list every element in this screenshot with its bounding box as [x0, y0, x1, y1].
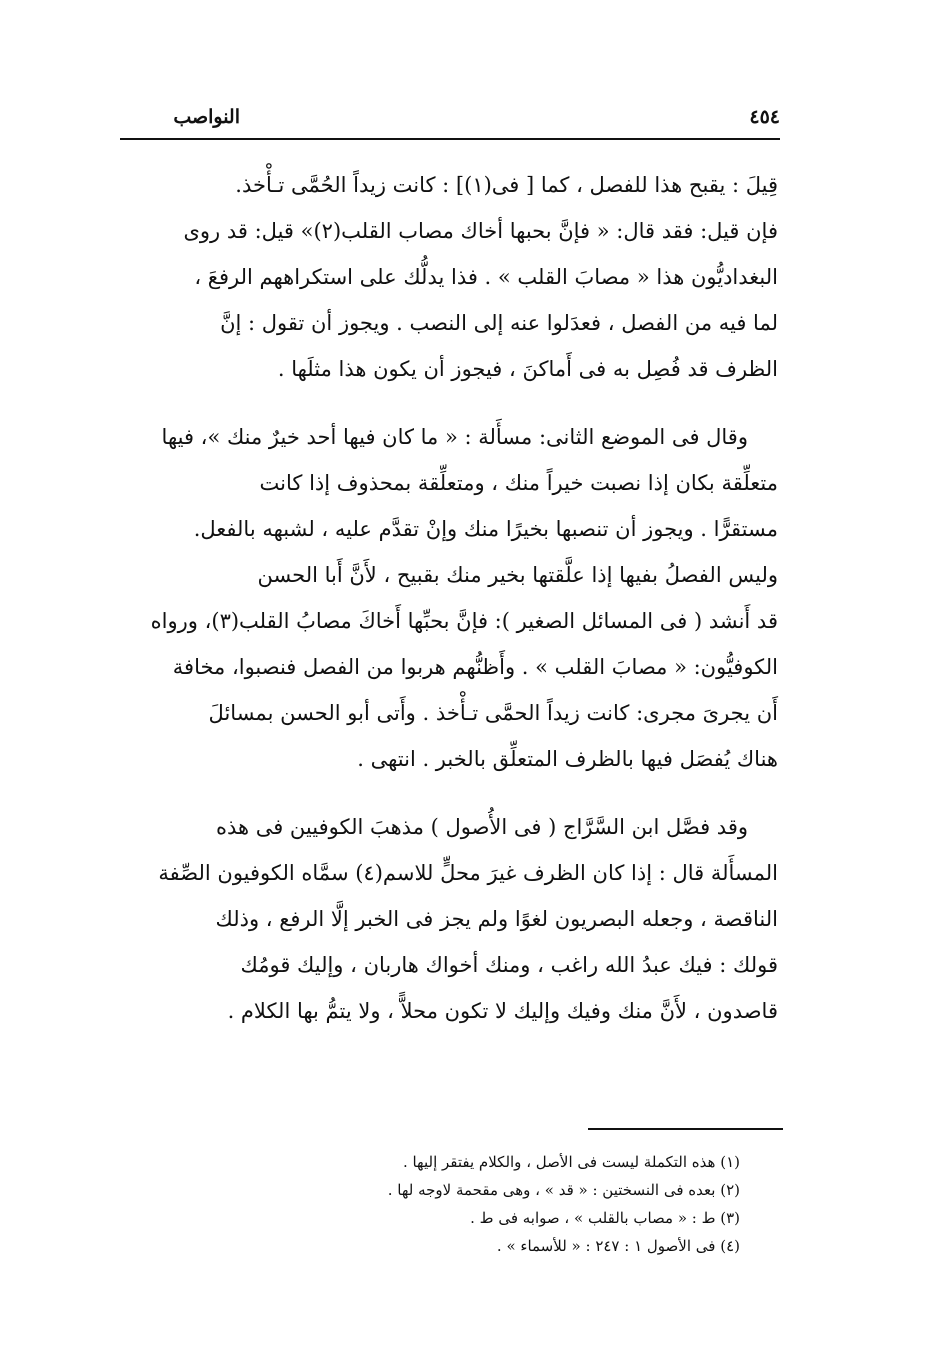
main-text — [128, 162, 778, 1034]
text-line: وليس الفصلُ بفيها إذا علَّقتها بخير منك بقبيح ، لأَنَّ أَبا الحسن — [257, 563, 778, 587]
text-line: أَن يجرىَ مجرى: كانت زيداً الحمَّى تـأْخذ . وأَتى أبو الحسن بمسائلَ — [208, 701, 778, 725]
footnote-1: (١) هذه التكملة ليست فى الأصل ، والكلام يفتقر إليها . — [402, 1153, 740, 1171]
text-line: قد أَنشد ( فى المسائل الصغير ): فإنَّ بحبِّها أَخاكَ مصابُ القلب(٣)، ورواه — [150, 609, 778, 633]
footnote-rule — [588, 1128, 783, 1130]
page-header — [120, 102, 780, 136]
text-line: الكوفيُّون: « مصابَ القلب » . وأَظنُّهم هربوا من الفصل فنصبوا، مخافة — [172, 655, 778, 679]
page-number: ٤٥٤ — [749, 106, 780, 128]
text-line: البغداديُّون هذا « مصابَ القلب » . فذا يدلُّك على استكراههم الرفعَ ، — [194, 265, 778, 289]
footnotes — [300, 1148, 740, 1260]
text-line: هناك يُفصَل فيها بالظرف المتعلِّق بالخبر . انتهى . — [357, 747, 778, 771]
text-line: فإن قيل: فقد قال: « فإنَّ بحبها أخاك مصاب القلب(٢)» قيل: قد روى — [183, 219, 778, 243]
text-line: متعلِّقة بكان إذا نصبت خيراً منك ، ومتعلِّقة بمحذوف إذا كانت — [259, 471, 778, 495]
text-line: قولك : فيك عبدُ الله راغب ، ومنك أخواك هاربان ، وإليك قومُك — [240, 953, 778, 977]
paragraph-spacer — [128, 782, 778, 804]
text-line: قِيلَ : يقبح هذا للفصل ، كما [ فى(١)] : كانت زيداً الحُمَّى تـأْخذ. — [235, 173, 778, 197]
text-line: مستقرًّا . ويجوز أن تنصبها بخيرًا منك وإنْ تقدَّم عليه ، لشبهه بالفعل. — [193, 517, 778, 541]
paragraph-2 — [128, 414, 778, 782]
footnote-4: (٤) فى الأصول ١ : ٢٤٧ : « للأسماء » . — [496, 1237, 740, 1255]
paragraph-3 — [128, 804, 778, 1034]
text-line: لما فيه من الفصل ، فعدَلوا عنه إلى النصب . ويجوز أن تقول : إنَّ — [220, 311, 778, 335]
running-title: النواصب — [173, 106, 240, 128]
text-line: وقد فصَّل ابن السَّرَّاج ( فى الأُصول ) مذهبَ الكوفيين فى هذه — [215, 815, 748, 839]
text-line: الظرف قد فُصِل به فى أَماكنَ ، فيجوز أن يكون هذا مثلَها . — [277, 357, 778, 381]
text-line: المسأَلة قال : إذا كان الظرف غيرَ محلٍّ للاسم(٤) سمَّاه الكوفيون الصِّفة — [158, 861, 778, 885]
footnote-3: (٣) ط : « مصاب بالقلب » ، صوابه فى ط . — [470, 1209, 740, 1227]
header-rule — [120, 138, 780, 140]
text-line: الناقصة ، وجعله البصريون لغوًا ولم يجز فى الخبر إلَّا الرفع ، وذلك — [215, 907, 778, 931]
paragraph-1 — [128, 162, 778, 392]
footnote-2: (٢) بعده فى النسختين : « قد » ، وهى مقحمة لاوجه لها . — [387, 1181, 740, 1199]
text-line: وقال فى الموضع الثانى: مسأَلة : « ما كان فيها أحد خيرٌ منك »، فيها — [161, 425, 748, 449]
paragraph-spacer — [128, 392, 778, 414]
text-line: قاصدون ، لأَنَّ منك وفيك وإليك لا تكون محلاًّ ، ولا يتمُّ بها الكلام . — [227, 999, 778, 1023]
